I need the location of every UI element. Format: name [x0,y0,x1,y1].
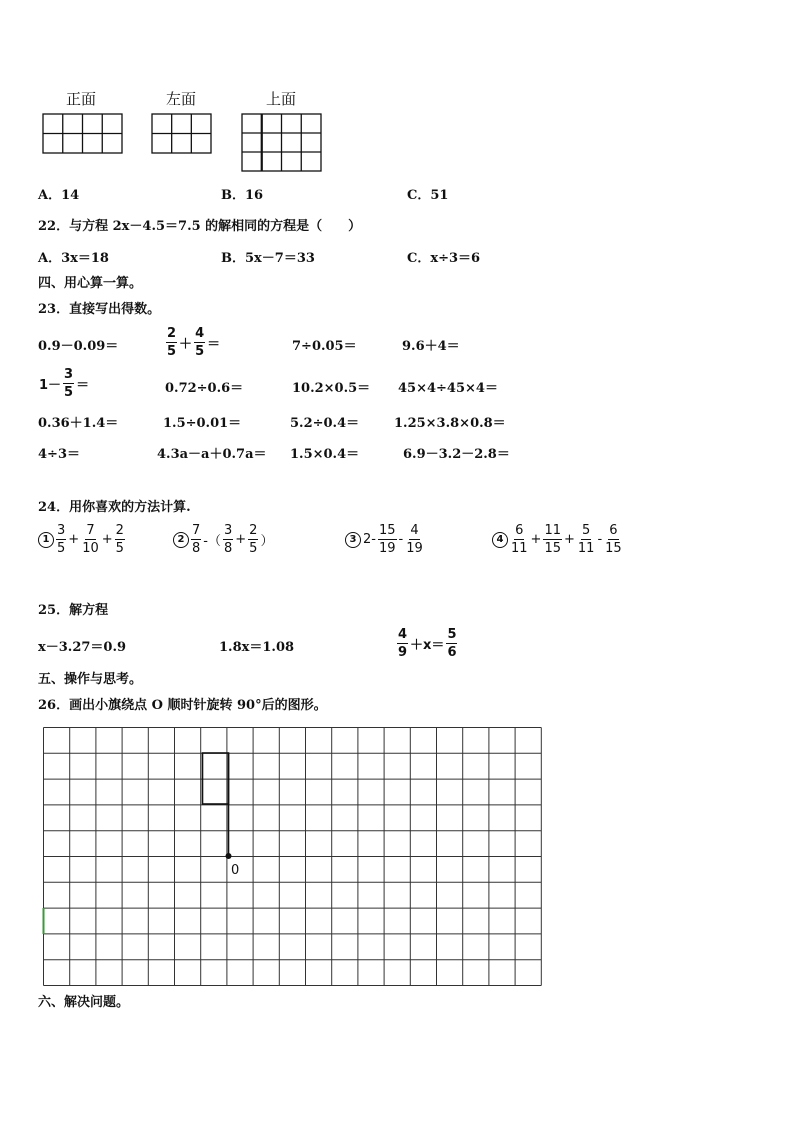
q23-title: 23．直接写出得数。 [38,302,161,317]
flag-figure [203,753,229,856]
section-5-heading: 五、操作与思考。 [38,672,143,687]
q23-r3-c3: 5.2÷0.4＝ [290,416,360,431]
left-view-figure [151,113,213,155]
circled-number: 1 [38,532,54,548]
q24-expr-2: 2 $\frac{7}{8}$ -（ $\frac{3}{8}$ + $\frac{2}{5}$ ） [173,524,274,555]
point-o-label: 0 [231,863,240,878]
q24-title: 24．用你喜欢的方法计算. [38,500,191,515]
q23-r2-c1: 1－ $\frac{3}{5}$ ＝ [39,367,90,400]
fraction: $\frac{2}{5}$ [167,326,177,359]
front-view-figure [42,113,124,155]
q23-r2-c2: 0.72÷0.6＝ [165,381,244,396]
q24-expr-1: 1 $\frac{3}{5}$ + $\frac{7}{10}$ + $\frac{2}{5}$ [38,524,126,555]
q23-r2-c3: 10.2×0.5＝ [292,381,371,396]
q23-r3-c1: 0.36＋1.4＝ [38,416,119,431]
q23-r2-c4: 45×4÷45×4＝ [398,381,498,396]
q23-r1-c4: 9.6＋4＝ [402,339,460,354]
fraction: $\frac{4}{5}$ [195,326,205,359]
q23-r1-c1: 0.9－0.09＝ [38,339,119,354]
q24-expr-3: 3 2- $\frac{15}{19}$ - $\frac{4}{19}$ [345,524,425,555]
q23-r4-c4: 6.9－3.2－2.8＝ [403,447,510,462]
q23-r1-c3: 7÷0.05＝ [292,339,357,354]
q25-eq-2: 1.8x＝1.08 [219,640,295,655]
top-view-figure [241,113,323,173]
q25-eq-3: $\frac{4}{9}$ ＋x＝ $\frac{5}{6}$ [398,627,457,660]
q21-option-c: C．51 [407,188,449,203]
q22-option-b: B．5x－7＝33 [221,251,315,266]
q23-r4-c2: 4.3a－a＋0.7a＝ [157,447,267,462]
q25-eq-1: x－3.27＝0.9 [38,640,127,655]
circled-number: 2 [173,532,189,548]
q21-option-b: B．16 [221,188,264,203]
q23-r4-c1: 4÷3＝ [38,447,80,462]
left-view-label: 左面 [166,90,197,108]
q26-title: 26．画出小旗绕点 O 顺时针旋转 90°后的图形。 [38,698,327,713]
fraction: $\frac{3}{5}$ [64,367,74,400]
q21-option-a: A．14 [38,188,80,203]
q22-question: 22．与方程 2x－4.5＝7.5 的解相同的方程是（ ） [38,219,362,234]
top-view-label: 上面 [266,90,297,108]
q22-option-c: C．x÷3＝6 [407,251,481,266]
q24-expr-4: 4 $\frac{6}{11}$ + $\frac{11}{15}$ + $\frac{5}{11}$ - $\frac{6}{15}$ [492,524,624,555]
circled-number: 4 [492,532,508,548]
front-view-label: 正面 [66,90,97,108]
section-6-heading: 六、解决问题。 [38,995,130,1010]
q23-r3-c2: 1.5÷0.01＝ [163,416,242,431]
q25-title: 25．解方程 [38,603,109,618]
rotation-point-o [226,853,232,859]
rotation-grid [42,726,546,988]
circled-number: 3 [345,532,361,548]
q23-r1-c2: $\frac{2}{5}$ ＋ $\frac{4}{5}$ ＝ [167,326,221,359]
section-4-heading: 四、用心算一算。 [38,276,143,291]
q22-option-a: A．3x＝18 [38,251,109,266]
q23-r4-c3: 1.5×0.4＝ [290,447,360,462]
q23-r3-c4: 1.25×3.8×0.8＝ [394,416,506,431]
